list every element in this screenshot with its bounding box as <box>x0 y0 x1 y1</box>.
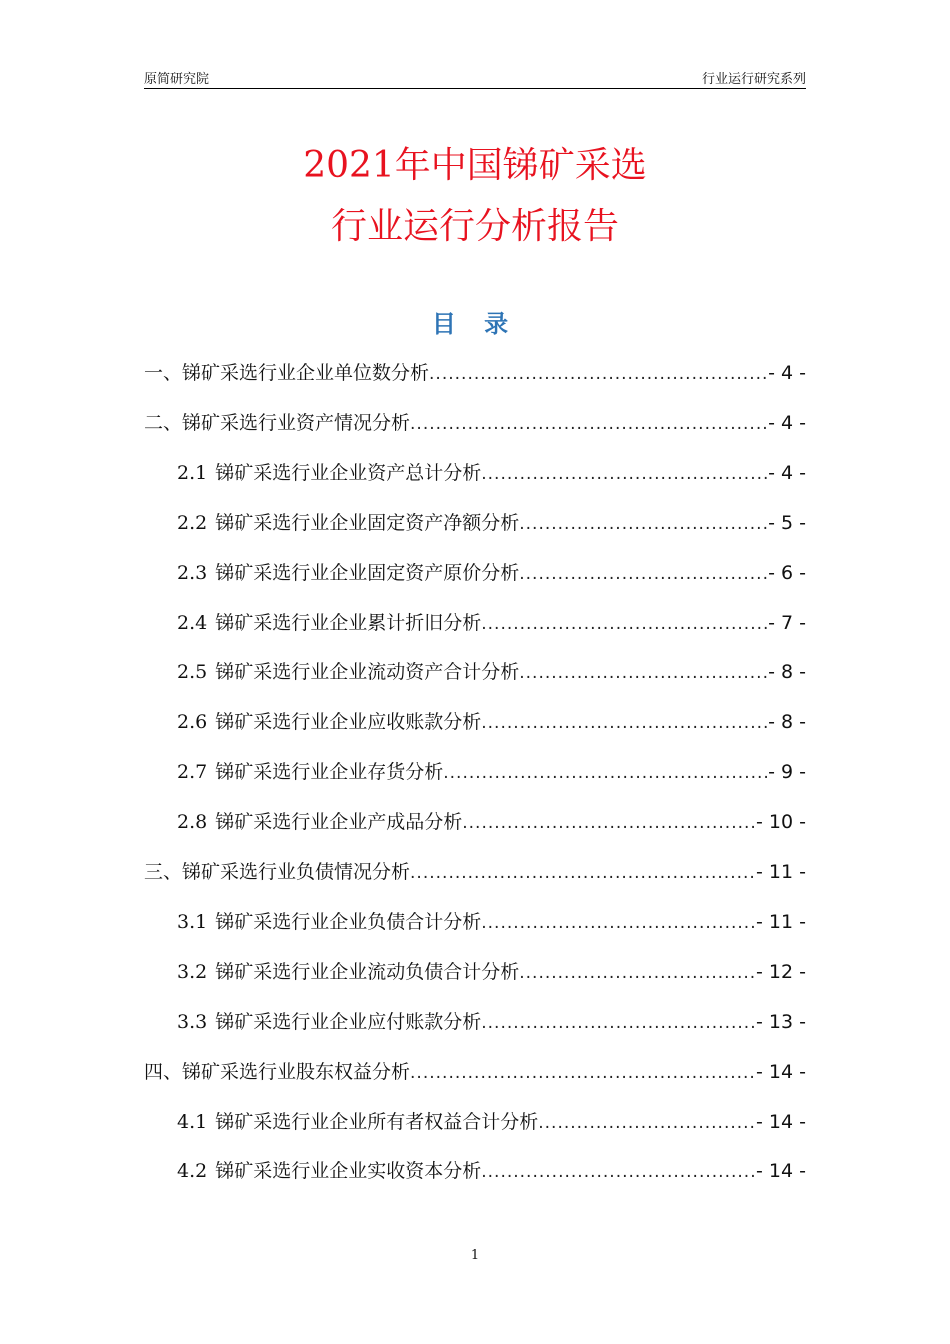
report-title-line-1: 2021年中国锑矿采选 <box>303 145 647 186</box>
toc-entry-page: - 9 - <box>768 761 806 784</box>
toc-entry-label: 锑矿采选行业企业资产总计分析 <box>215 461 482 484</box>
toc-entry[interactable] <box>177 458 806 488</box>
toc-entry-page: - 6 - <box>768 561 806 584</box>
toc-entry-number: 2.2 <box>177 511 208 534</box>
toc-entry[interactable] <box>177 608 806 638</box>
toc-dot-leader <box>443 763 768 783</box>
toc-entry-label: 锑矿采选行业企业流动资产合计分析 <box>215 661 520 684</box>
toc-entry[interactable] <box>177 1007 806 1037</box>
toc-entry[interactable] <box>177 707 806 737</box>
toc-entry-page: - 5 - <box>768 511 806 534</box>
toc-entry-number: 3.3 <box>177 1010 208 1033</box>
toc-entry-number: 2.5 <box>177 661 208 684</box>
toc-dot-leader <box>410 414 768 434</box>
toc-entry[interactable] <box>177 807 806 837</box>
toc-dot-leader <box>519 564 768 584</box>
toc-entry-number: 2.8 <box>177 811 208 834</box>
toc-entry-number: 4.1 <box>177 1110 208 1133</box>
page-header <box>144 66 806 89</box>
toc-entry-label: 锑矿采选行业企业应收账款分析 <box>215 711 482 734</box>
toc-entry-page: - 12 - <box>756 960 806 983</box>
toc-entry[interactable] <box>144 358 806 388</box>
toc-entry-label: 锑矿采选行业企业固定资产净额分析 <box>215 511 520 534</box>
toc-dot-leader <box>410 863 756 883</box>
toc-entry-label: 锑矿采选行业企业实收资本分析 <box>215 1160 482 1183</box>
toc-entry-label: 锑矿采选行业企业负债合计分析 <box>215 910 482 933</box>
toc-entry-label: 锑矿采选行业企业累计折旧分析 <box>215 611 482 634</box>
toc-entry[interactable] <box>177 957 806 987</box>
toc-entry-page: - 7 - <box>768 611 806 634</box>
toc-dot-leader <box>410 1063 756 1083</box>
toc-entry[interactable] <box>177 508 806 538</box>
toc-entry-page: - 11 - <box>756 861 806 883</box>
toc-dot-leader <box>519 514 768 534</box>
toc-dot-leader <box>481 614 768 634</box>
toc-dot-leader <box>481 1162 756 1182</box>
toc-dot-leader <box>519 963 756 983</box>
toc-entry[interactable] <box>177 1156 806 1186</box>
toc-dot-leader <box>481 464 768 484</box>
toc-dot-leader <box>538 1113 756 1133</box>
toc-entry-page: - 8 - <box>768 661 806 684</box>
toc-entry[interactable] <box>144 857 806 887</box>
toc-entry-number: 2.4 <box>177 611 208 634</box>
toc-entry[interactable] <box>177 657 806 687</box>
toc-dot-leader <box>481 1013 756 1033</box>
toc-entry-number: 2.3 <box>177 561 208 584</box>
report-title-line-2: 行业运行分析报告 <box>330 206 619 247</box>
toc-entry-label: 锑矿采选行业企业产成品分析 <box>215 811 463 834</box>
toc-entry-label: 二、锑矿采选行业资产情况分析 <box>144 411 411 434</box>
toc-dot-leader <box>462 813 756 833</box>
toc-entry-number: 2.7 <box>177 761 208 784</box>
toc-entry-label: 锑矿采选行业企业固定资产原价分析 <box>215 561 520 584</box>
toc-entry[interactable] <box>177 558 806 588</box>
toc-entry-label: 四、锑矿采选行业股东权益分析 <box>144 1060 411 1083</box>
toc-entry-label: 锑矿采选行业企业所有者权益合计分析 <box>215 1110 539 1133</box>
toc-entry-label: 锑矿采选行业企业流动负债合计分析 <box>215 960 520 983</box>
toc-entry-page: - 4 - <box>768 362 806 384</box>
toc-entry-page: - 8 - <box>768 711 806 734</box>
toc-entry-label: 一、锑矿采选行业企业单位数分析 <box>144 362 430 384</box>
toc-entry-page: - 14 - <box>756 1160 806 1183</box>
toc-entry-label: 三、锑矿采选行业负债情况分析 <box>144 861 411 883</box>
toc-entry-label: 锑矿采选行业企业存货分析 <box>215 761 444 784</box>
toc-entry-label: 锑矿采选行业企业应付账款分析 <box>215 1010 482 1033</box>
toc-entry-page: - 11 - <box>756 910 806 933</box>
toc-entry[interactable] <box>144 408 806 438</box>
toc-entry[interactable] <box>177 1107 806 1137</box>
toc-entry-page: - 13 - <box>756 1010 806 1033</box>
toc-entry-page: - 4 - <box>768 411 806 434</box>
toc-entry-number: 3.2 <box>177 960 208 983</box>
toc-entry[interactable] <box>177 757 806 787</box>
toc-entry-number: 2.1 <box>177 461 208 484</box>
toc-entry-number: 2.6 <box>177 711 208 734</box>
toc-dot-leader <box>519 663 768 683</box>
header-org-name: 原简研究院 <box>144 72 210 87</box>
toc-entry[interactable] <box>144 1057 806 1087</box>
toc-dot-leader <box>481 713 768 733</box>
toc-dot-leader <box>429 364 768 384</box>
toc-heading: 目 录 <box>431 310 519 338</box>
page-number: 1 <box>470 1248 480 1263</box>
toc-entry-number: 3.1 <box>177 910 208 933</box>
toc-entry-number: 4.2 <box>177 1160 208 1183</box>
toc-entry-page: - 14 - <box>756 1060 806 1083</box>
toc-entry-page: - 10 - <box>756 811 806 834</box>
toc-dot-leader <box>481 913 756 933</box>
toc-entry[interactable] <box>177 907 806 937</box>
toc-entry-page: - 14 - <box>756 1110 806 1133</box>
header-series-name: 行业运行研究系列 <box>701 72 806 87</box>
toc-entry-page: - 4 - <box>768 461 806 484</box>
